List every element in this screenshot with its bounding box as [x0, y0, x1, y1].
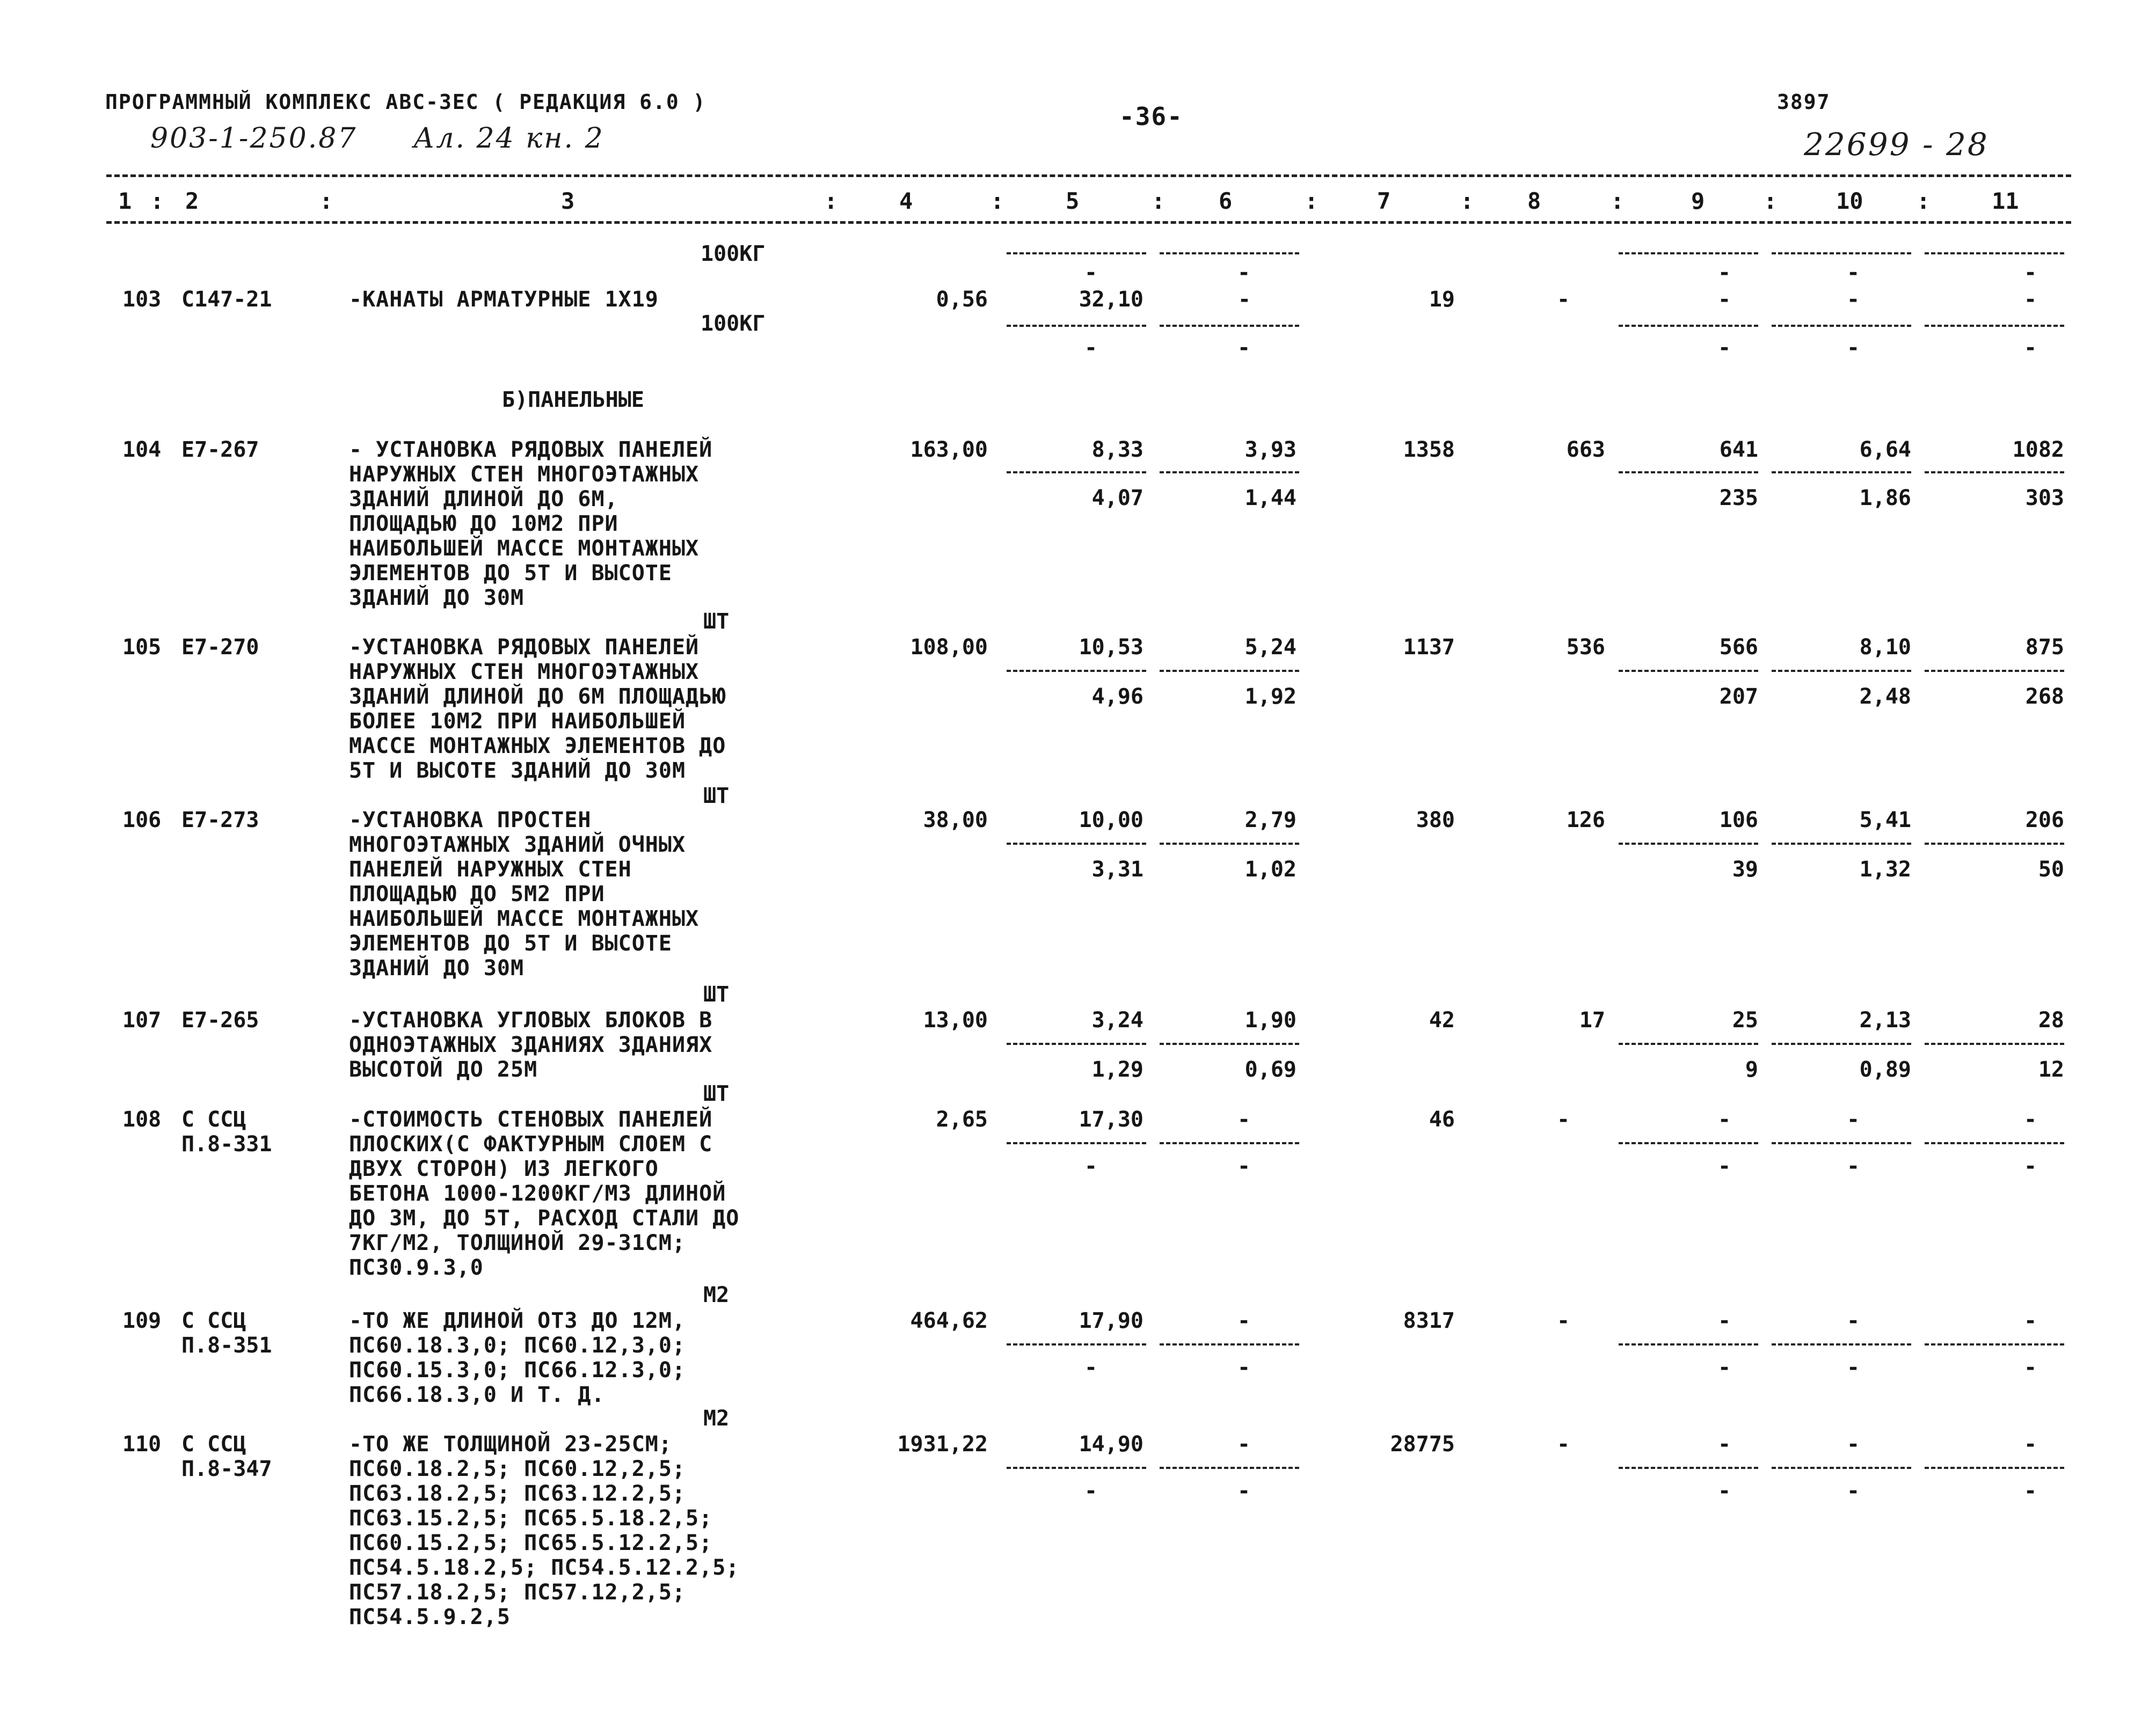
row-number: 107	[122, 1008, 162, 1033]
row-col9: -	[1718, 1432, 1731, 1457]
row-col7: 1358	[1403, 437, 1455, 462]
dash-divider	[1160, 670, 1299, 672]
sheet-code: 3897	[1777, 90, 1831, 114]
row-sub: -	[1847, 1479, 1860, 1503]
row-sub10: 1,86	[1859, 486, 1911, 510]
dash-divider	[1160, 843, 1299, 845]
row-col8: 17	[1579, 1008, 1605, 1033]
col-separator: :	[1764, 188, 1778, 214]
row-col9: 641	[1719, 437, 1758, 462]
page-number: -36-	[1119, 102, 1183, 131]
dash-divider	[1925, 1142, 2064, 1144]
row-col11: -	[2024, 1107, 2037, 1132]
row-unit: М2	[703, 1283, 730, 1307]
dash-divider	[1007, 843, 1146, 845]
row-number: 103	[122, 287, 162, 312]
row-col5: 3,24	[1091, 1008, 1143, 1033]
carry-dash: -	[1847, 260, 1860, 285]
row-col10: 5,41	[1859, 808, 1911, 832]
row-description: -КАНАТЫ АРМАТУРНЫЕ 1Х19	[349, 287, 659, 312]
row-description: -УСТАНОВКА РЯДОВЫХ ПАНЕЛЕЙ НАРУЖНЫХ СТЕН МНОГОЭТАЖНЫХ ЗДАНИЙ ДЛИНОЙ ДО 6М ПЛОЩАДЬЮ БОЛЕЕ 10М2 ПРИ НАИБОЛЬШЕЙ МАССЕ МОНТАЖНЫХ ЭЛЕМЕНТОВ ДО 5Т И ВЫСОТЕ ЗДАНИЙ ДО 30М	[349, 635, 726, 783]
row-col8: -	[1557, 1107, 1570, 1132]
row-col10: -	[1847, 1107, 1860, 1132]
row-col7: 8317	[1403, 1308, 1455, 1333]
row-col11: 28	[2038, 1008, 2064, 1033]
row-sub: -	[1084, 335, 1098, 360]
row-sub10: 2,48	[1859, 684, 1911, 709]
row-sub: -	[1718, 1355, 1731, 1380]
col-separator: :	[1305, 188, 1319, 214]
row-col5: 17,90	[1079, 1308, 1143, 1333]
row-sub10: 1,32	[1859, 857, 1911, 882]
col-separator: :	[824, 188, 838, 214]
dash-divider	[1925, 1467, 2064, 1469]
dash-divider	[1925, 252, 2064, 254]
row-col6: -	[1237, 1107, 1251, 1132]
row-sub: -	[1718, 335, 1731, 360]
row-sub: -	[2024, 335, 2037, 360]
row-col11: -	[2024, 287, 2037, 312]
col-separator: :	[990, 188, 1004, 214]
row-sub: -	[1847, 1154, 1860, 1179]
program-title: ПРОГРАММНЫЙ КОМПЛЕКС АВС-ЗЕС ( РЕДАКЦИЯ 6.0 )	[105, 90, 706, 114]
row-sub: -	[1237, 1479, 1251, 1503]
col-header-11: 11	[1992, 188, 2019, 214]
row-sub5: 4,96	[1091, 684, 1143, 709]
row-col6: -	[1237, 1432, 1251, 1457]
row-sub: -	[2024, 1154, 2037, 1179]
col-header-5: 5	[1066, 188, 1080, 214]
dash-divider	[1007, 670, 1146, 672]
row-description: -ТО ЖЕ ТОЛЩИНОЙ 23-25СМ; ПС60.18.2,5; ПС60.12,2,5; ПС63.18.2,5; ПС63.12.2,5; ПС63.15.2,5; ПС65.5.18.2,5; ПС60.15.2,5; ПС65.5.12.2,5; ПС54.5.18.2,5; ПС54.5.12.2,5; ПС57.18.2,5; ПС57.12,2,5; ПС54.5.9.2,5	[349, 1432, 740, 1629]
row-code: С ССЦ П.8-351	[181, 1308, 272, 1358]
row-unit: ШТ	[703, 784, 730, 808]
row-col7: 28775	[1390, 1432, 1455, 1457]
carry-dash: -	[1718, 260, 1731, 285]
row-sub6: 1,92	[1244, 684, 1296, 709]
album-note: Ал. 24 кн. 2	[413, 122, 604, 155]
row-sub9: 39	[1732, 857, 1758, 882]
dash-divider	[1925, 1343, 2064, 1346]
row-col5: 14,90	[1079, 1432, 1143, 1457]
row-sub: -	[1237, 335, 1251, 360]
row-col9: 106	[1719, 808, 1758, 832]
row-col8: 536	[1566, 635, 1605, 660]
row-col8: -	[1557, 287, 1570, 312]
dash-divider	[1925, 471, 2064, 473]
row-col4: 163,00	[910, 437, 988, 462]
row-sub5: 1,29	[1091, 1057, 1143, 1082]
section-heading: Б)ПАНЕЛЬНЫЕ	[502, 387, 644, 412]
row-col4: 2,65	[936, 1107, 988, 1132]
dash-divider	[1160, 325, 1299, 327]
row-sub: -	[1084, 1355, 1098, 1380]
dash-divider	[1619, 1467, 1758, 1469]
dash-divider	[1925, 325, 2064, 327]
row-unit: М2	[703, 1406, 730, 1431]
row-sub: -	[1718, 1154, 1731, 1179]
dash-divider	[1772, 1343, 1911, 1346]
row-sub6: 1,02	[1244, 857, 1296, 882]
dash-divider	[1007, 325, 1146, 327]
row-col7: 42	[1429, 1008, 1455, 1033]
dash-divider	[1619, 471, 1758, 473]
row-col11: 875	[2025, 635, 2064, 660]
row-col9: -	[1718, 1308, 1731, 1333]
row-description: -УСТАНОВКА УГЛОВЫХ БЛОКОВ В ОДНОЭТАЖНЫХ ЗДАНИЯХ ЗДАНИЯХ ВЫСОТОЙ ДО 25М	[349, 1008, 713, 1082]
row-number: 109	[122, 1308, 162, 1333]
row-sub9: 235	[1719, 486, 1758, 510]
row-description: -ТО ЖЕ ДЛИНОЙ ОТ3 ДО 12М, ПС60.18.3,0; ПС60.12,3,0; ПС60.15.3,0; ПС66.12.3,0; ПС66.18.3,0 И Т. Д.	[349, 1308, 686, 1407]
row-sub: -	[2024, 1355, 2037, 1380]
dash-divider	[1007, 1343, 1146, 1346]
row-col8: 126	[1566, 808, 1605, 832]
carry-dash: -	[2024, 260, 2037, 285]
row-unit: 100КГ	[701, 311, 766, 336]
row-col8: -	[1557, 1432, 1570, 1457]
row-col11: -	[2024, 1432, 2037, 1457]
row-number: 108	[122, 1107, 162, 1132]
row-sub: -	[1084, 1479, 1098, 1503]
dash-divider	[1619, 325, 1758, 327]
row-col11: -	[2024, 1308, 2037, 1333]
row-sub: -	[1237, 1355, 1251, 1380]
row-code: С ССЦ П.8-347	[181, 1432, 272, 1481]
row-sub6: 1,44	[1244, 486, 1296, 510]
row-col7: 46	[1429, 1107, 1455, 1132]
row-sub6: 0,69	[1244, 1057, 1296, 1082]
row-number: 104	[122, 437, 162, 462]
row-col11: 1082	[2012, 437, 2064, 462]
row-col6: -	[1237, 1308, 1251, 1333]
row-col6: -	[1237, 287, 1251, 312]
dash-divider	[1160, 252, 1299, 254]
row-sub: -	[1847, 1355, 1860, 1380]
row-sub9: 207	[1719, 684, 1758, 709]
dash-divider	[1160, 1343, 1299, 1346]
row-unit: ШТ	[703, 982, 730, 1007]
carry-unit: 100КГ	[701, 242, 766, 266]
col-header-4: 4	[899, 188, 913, 214]
col-header-2: 2	[185, 188, 199, 214]
row-description: - УСТАНОВКА РЯДОВЫХ ПАНЕЛЕЙ НАРУЖНЫХ СТЕН МНОГОЭТАЖНЫХ ЗДАНИЙ ДЛИНОЙ ДО 6М, ПЛОЩАДЬЮ ДО 10М2 ПРИ НАИБОЛЬШЕЙ МАССЕ МОНТАЖНЫХ ЭЛЕМЕНТОВ ДО 5Т И ВЫСОТЕ ЗДАНИЙ ДО 30М	[349, 437, 713, 610]
dash-divider	[1772, 1043, 1911, 1045]
row-col7: 1137	[1403, 635, 1455, 660]
dash-divider	[1619, 1142, 1758, 1144]
dash-divider	[1772, 252, 1911, 254]
carry-dash: -	[1237, 260, 1251, 285]
row-number: 105	[122, 635, 162, 660]
row-col8: -	[1557, 1308, 1570, 1333]
dash-divider	[1925, 670, 2064, 672]
row-col9: -	[1718, 1107, 1731, 1132]
row-code: С ССЦ П.8-331	[181, 1107, 272, 1157]
row-sub11: 50	[2038, 857, 2064, 882]
dash-divider	[1007, 252, 1146, 254]
dash-divider	[1772, 1142, 1911, 1144]
carry-dash: -	[1084, 260, 1098, 285]
row-col9: 566	[1719, 635, 1758, 660]
doc-number: 22699 - 28	[1804, 126, 1989, 163]
row-number: 106	[122, 808, 162, 832]
row-col9: -	[1718, 287, 1731, 312]
col-separator: :	[150, 188, 164, 214]
row-col8: 663	[1566, 437, 1605, 462]
row-col5: 10,00	[1079, 808, 1143, 832]
row-number: 110	[122, 1432, 162, 1457]
col-header-8: 8	[1527, 188, 1541, 214]
header-rule	[106, 221, 2071, 224]
dash-divider	[1619, 252, 1758, 254]
top-rule	[106, 174, 2071, 177]
row-description: -СТОИМОСТЬ СТЕНОВЫХ ПАНЕЛЕЙ ПЛОСКИХ(С ФАКТУРНЫМ СЛОЕМ С ДВУХ СТОРОН) ИЗ ЛЕГКОГО БЕТОНА 1000-1200КГ/М3 ДЛИНОЙ ДО 3М, ДО 5Т, РАСХОД СТАЛИ ДО 7КГ/М2, ТОЛЩИНОЙ 29-31СМ; ПС30.9.3,0	[349, 1107, 740, 1280]
dash-divider	[1160, 1043, 1299, 1045]
row-sub: -	[1084, 1154, 1098, 1179]
col-header-3: 3	[561, 188, 575, 214]
col-header-1: 1	[118, 188, 132, 214]
row-description: -УСТАНОВКА ПРОСТЕН МНОГОЭТАЖНЫХ ЗДАНИЙ ОЧНЫХ ПАНЕЛЕЙ НАРУЖНЫХ СТЕН ПЛОЩАДЬЮ ДО 5М2 ПРИ НАИБОЛЬШЕЙ МАССЕ МОНТАЖНЫХ ЭЛЕМЕНТОВ ДО 5Т И ВЫСОТЕ ЗДАНИЙ ДО 30М	[349, 808, 700, 981]
row-code: Е7-273	[181, 808, 259, 832]
row-sub11: 268	[2025, 684, 2064, 709]
dash-divider	[1925, 1043, 2064, 1045]
dash-divider	[1772, 670, 1911, 672]
row-code: Е7-270	[181, 635, 259, 660]
col-separator: :	[1917, 188, 1931, 214]
row-col4: 1931,22	[897, 1432, 988, 1457]
row-col4: 38,00	[923, 808, 988, 832]
row-col6: 2,79	[1244, 808, 1296, 832]
row-col10: 2,13	[1859, 1008, 1911, 1033]
row-sub11: 12	[2038, 1057, 2064, 1082]
row-col10: -	[1847, 1432, 1860, 1457]
col-separator: :	[1152, 188, 1166, 214]
row-col10: -	[1847, 287, 1860, 312]
row-code: С147-21	[181, 287, 272, 312]
row-col4: 464,62	[910, 1308, 988, 1333]
project-number: 903-1-250.87	[150, 122, 358, 155]
row-col4: 0,56	[936, 287, 988, 312]
col-header-9: 9	[1691, 188, 1705, 214]
row-code: Е7-267	[181, 437, 259, 462]
dash-divider	[1160, 1142, 1299, 1144]
row-unit: ШТ	[703, 609, 730, 634]
dash-divider	[1772, 1467, 1911, 1469]
dash-divider	[1160, 471, 1299, 473]
row-col5: 10,53	[1079, 635, 1143, 660]
row-sub: -	[2024, 1479, 2037, 1503]
row-col5: 8,33	[1091, 437, 1143, 462]
dash-divider	[1007, 1467, 1146, 1469]
col-header-6: 6	[1219, 188, 1233, 214]
col-separator: :	[319, 188, 333, 214]
dash-divider	[1007, 471, 1146, 473]
dash-divider	[1007, 1142, 1146, 1144]
col-header-7: 7	[1377, 188, 1391, 214]
row-col6: 5,24	[1244, 635, 1296, 660]
dash-divider	[1619, 670, 1758, 672]
row-col7: 380	[1416, 808, 1455, 832]
row-code: Е7-265	[181, 1008, 259, 1033]
row-sub10: 0,89	[1859, 1057, 1911, 1082]
row-sub11: 303	[2025, 486, 2064, 510]
row-col5: 32,10	[1079, 287, 1143, 312]
row-sub: -	[1237, 1154, 1251, 1179]
dash-divider	[1160, 1467, 1299, 1469]
row-col10: -	[1847, 1308, 1860, 1333]
row-col5: 17,30	[1079, 1107, 1143, 1132]
row-sub: -	[1847, 335, 1860, 360]
row-sub9: 9	[1745, 1057, 1758, 1082]
row-sub: -	[1718, 1479, 1731, 1503]
col-header-10: 10	[1836, 188, 1863, 214]
dash-divider	[1619, 1043, 1758, 1045]
dash-divider	[1007, 1043, 1146, 1045]
row-col4: 108,00	[910, 635, 988, 660]
row-col6: 3,93	[1244, 437, 1296, 462]
row-col6: 1,90	[1244, 1008, 1296, 1033]
dash-divider	[1772, 325, 1911, 327]
dash-divider	[1772, 471, 1911, 473]
row-col11: 206	[2025, 808, 2064, 832]
dash-divider	[1925, 843, 2064, 845]
row-unit: ШТ	[703, 1081, 730, 1106]
row-col9: 25	[1732, 1008, 1758, 1033]
col-separator: :	[1460, 188, 1474, 214]
dash-divider	[1619, 843, 1758, 845]
row-col10: 6,64	[1859, 437, 1911, 462]
row-col4: 13,00	[923, 1008, 988, 1033]
row-sub5: 3,31	[1091, 857, 1143, 882]
row-col7: 19	[1429, 287, 1455, 312]
row-col10: 8,10	[1859, 635, 1911, 660]
col-separator: :	[1611, 188, 1625, 214]
dash-divider	[1619, 1343, 1758, 1346]
row-sub5: 4,07	[1091, 486, 1143, 510]
dash-divider	[1772, 843, 1911, 845]
